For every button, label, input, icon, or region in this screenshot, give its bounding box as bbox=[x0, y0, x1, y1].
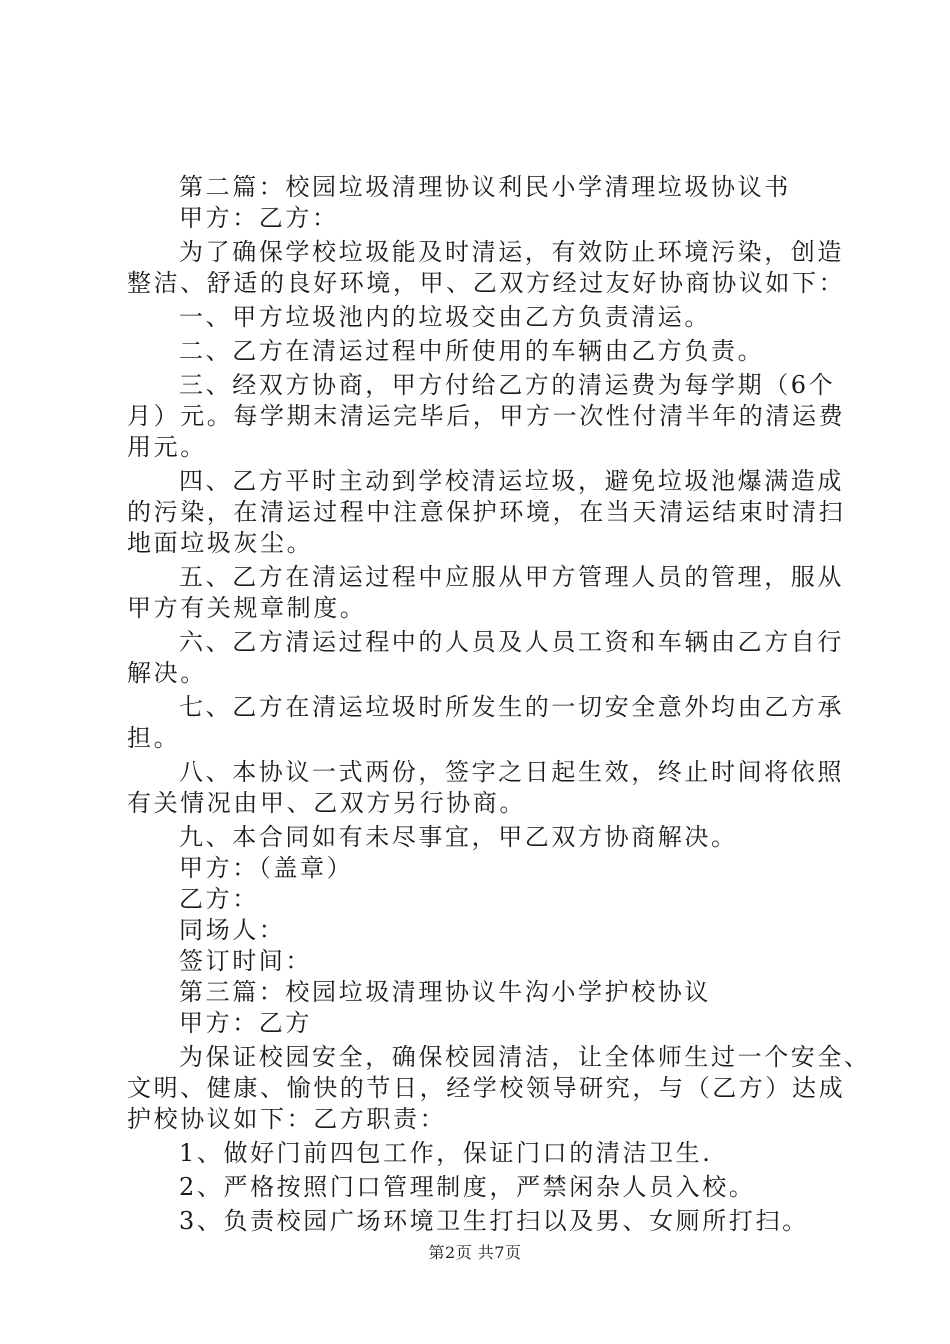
paragraph-line: 地面垃圾灰尘。 bbox=[127, 529, 314, 557]
paragraph-line: 有关情况由甲、乙双方另行协商。 bbox=[127, 789, 526, 817]
clause-4: 四、乙方平时主动到学校清运垃圾，避免垃圾池爆满造成 bbox=[179, 467, 844, 495]
paragraph-line: 月）元。每学期末清运完毕后，甲方一次性付清半年的清运费 bbox=[127, 402, 846, 430]
paragraph-line: 护校协议如下：乙方职责： bbox=[127, 1105, 447, 1133]
paragraph-line: 甲方有关规章制度。 bbox=[127, 594, 367, 622]
duty-2: 2、严格按照门口管理制度，严禁闲杂人员入校。 bbox=[179, 1173, 756, 1201]
signature-party-b: 乙方： bbox=[179, 885, 259, 913]
signature-witness: 同场人： bbox=[179, 916, 286, 944]
clause-5: 五、乙方在清运过程中应服从甲方管理人员的管理，服从 bbox=[179, 563, 844, 591]
duty-3: 3、负责校园广场环境卫生打扫以及男、女厕所打扫。 bbox=[179, 1207, 809, 1235]
heading-part-2: 第二篇：校园垃圾清理协议利民小学清理垃圾协议书 bbox=[179, 173, 791, 201]
clause-9: 九、本合同如有未尽事宜，甲乙双方协商解决。 bbox=[179, 823, 738, 851]
clause-8: 八、本协议一式两份，签字之日起生效，终止时间将依照 bbox=[179, 758, 844, 786]
page-number-footer: 第2页 共7页 bbox=[428, 1243, 522, 1262]
party-line: 甲方：乙方： bbox=[179, 204, 339, 232]
paragraph-line: 用元。 bbox=[127, 433, 207, 461]
paragraph-line: 解决。 bbox=[127, 659, 207, 687]
clause-3: 三、经双方协商，甲方付给乙方的清运费为每学期（6个 bbox=[179, 371, 836, 399]
clause-1: 一、甲方垃圾池内的垃圾交由乙方负责清运。 bbox=[179, 303, 711, 331]
party-line: 甲方：乙方 bbox=[179, 1009, 312, 1037]
clause-6: 六、乙方清运过程中的人员及人员工资和车辆由乙方自行 bbox=[179, 628, 844, 656]
document-body bbox=[127, 172, 871, 1237]
paragraph-line: 的污染，在清运过程中注意保护环境，在当天清运结束时清扫 bbox=[127, 498, 846, 526]
clause-2: 二、乙方在清运过程中所使用的车辆由乙方负责。 bbox=[179, 337, 765, 365]
clause-7: 七、乙方在清运垃圾时所发生的一切安全意外均由乙方承 bbox=[179, 693, 844, 721]
paragraph-line: 整洁、舒适的良好环境，甲、乙双方经过友好协商协议如下： bbox=[127, 269, 846, 297]
paragraph-line: 为保证校园安全，确保校园清洁，让全体师生过一个安全、 bbox=[179, 1043, 871, 1071]
heading-part-3: 第三篇：校园垃圾清理协议牛沟小学护校协议 bbox=[179, 978, 711, 1006]
duty-1: 1、做好门前四包工作，保证门口的清洁卫生. bbox=[179, 1139, 713, 1167]
paragraph-line: 为了确保学校垃圾能及时清运，有效防止环境污染，创造 bbox=[179, 238, 844, 266]
paragraph-line: 文明、健康、愉快的节日，经学校领导研究，与（乙方）达成 bbox=[127, 1074, 846, 1102]
signature-date: 签订时间： bbox=[179, 947, 312, 975]
signature-party-a: 甲方：（盖章） bbox=[179, 854, 354, 882]
paragraph-line: 担。 bbox=[127, 724, 181, 752]
